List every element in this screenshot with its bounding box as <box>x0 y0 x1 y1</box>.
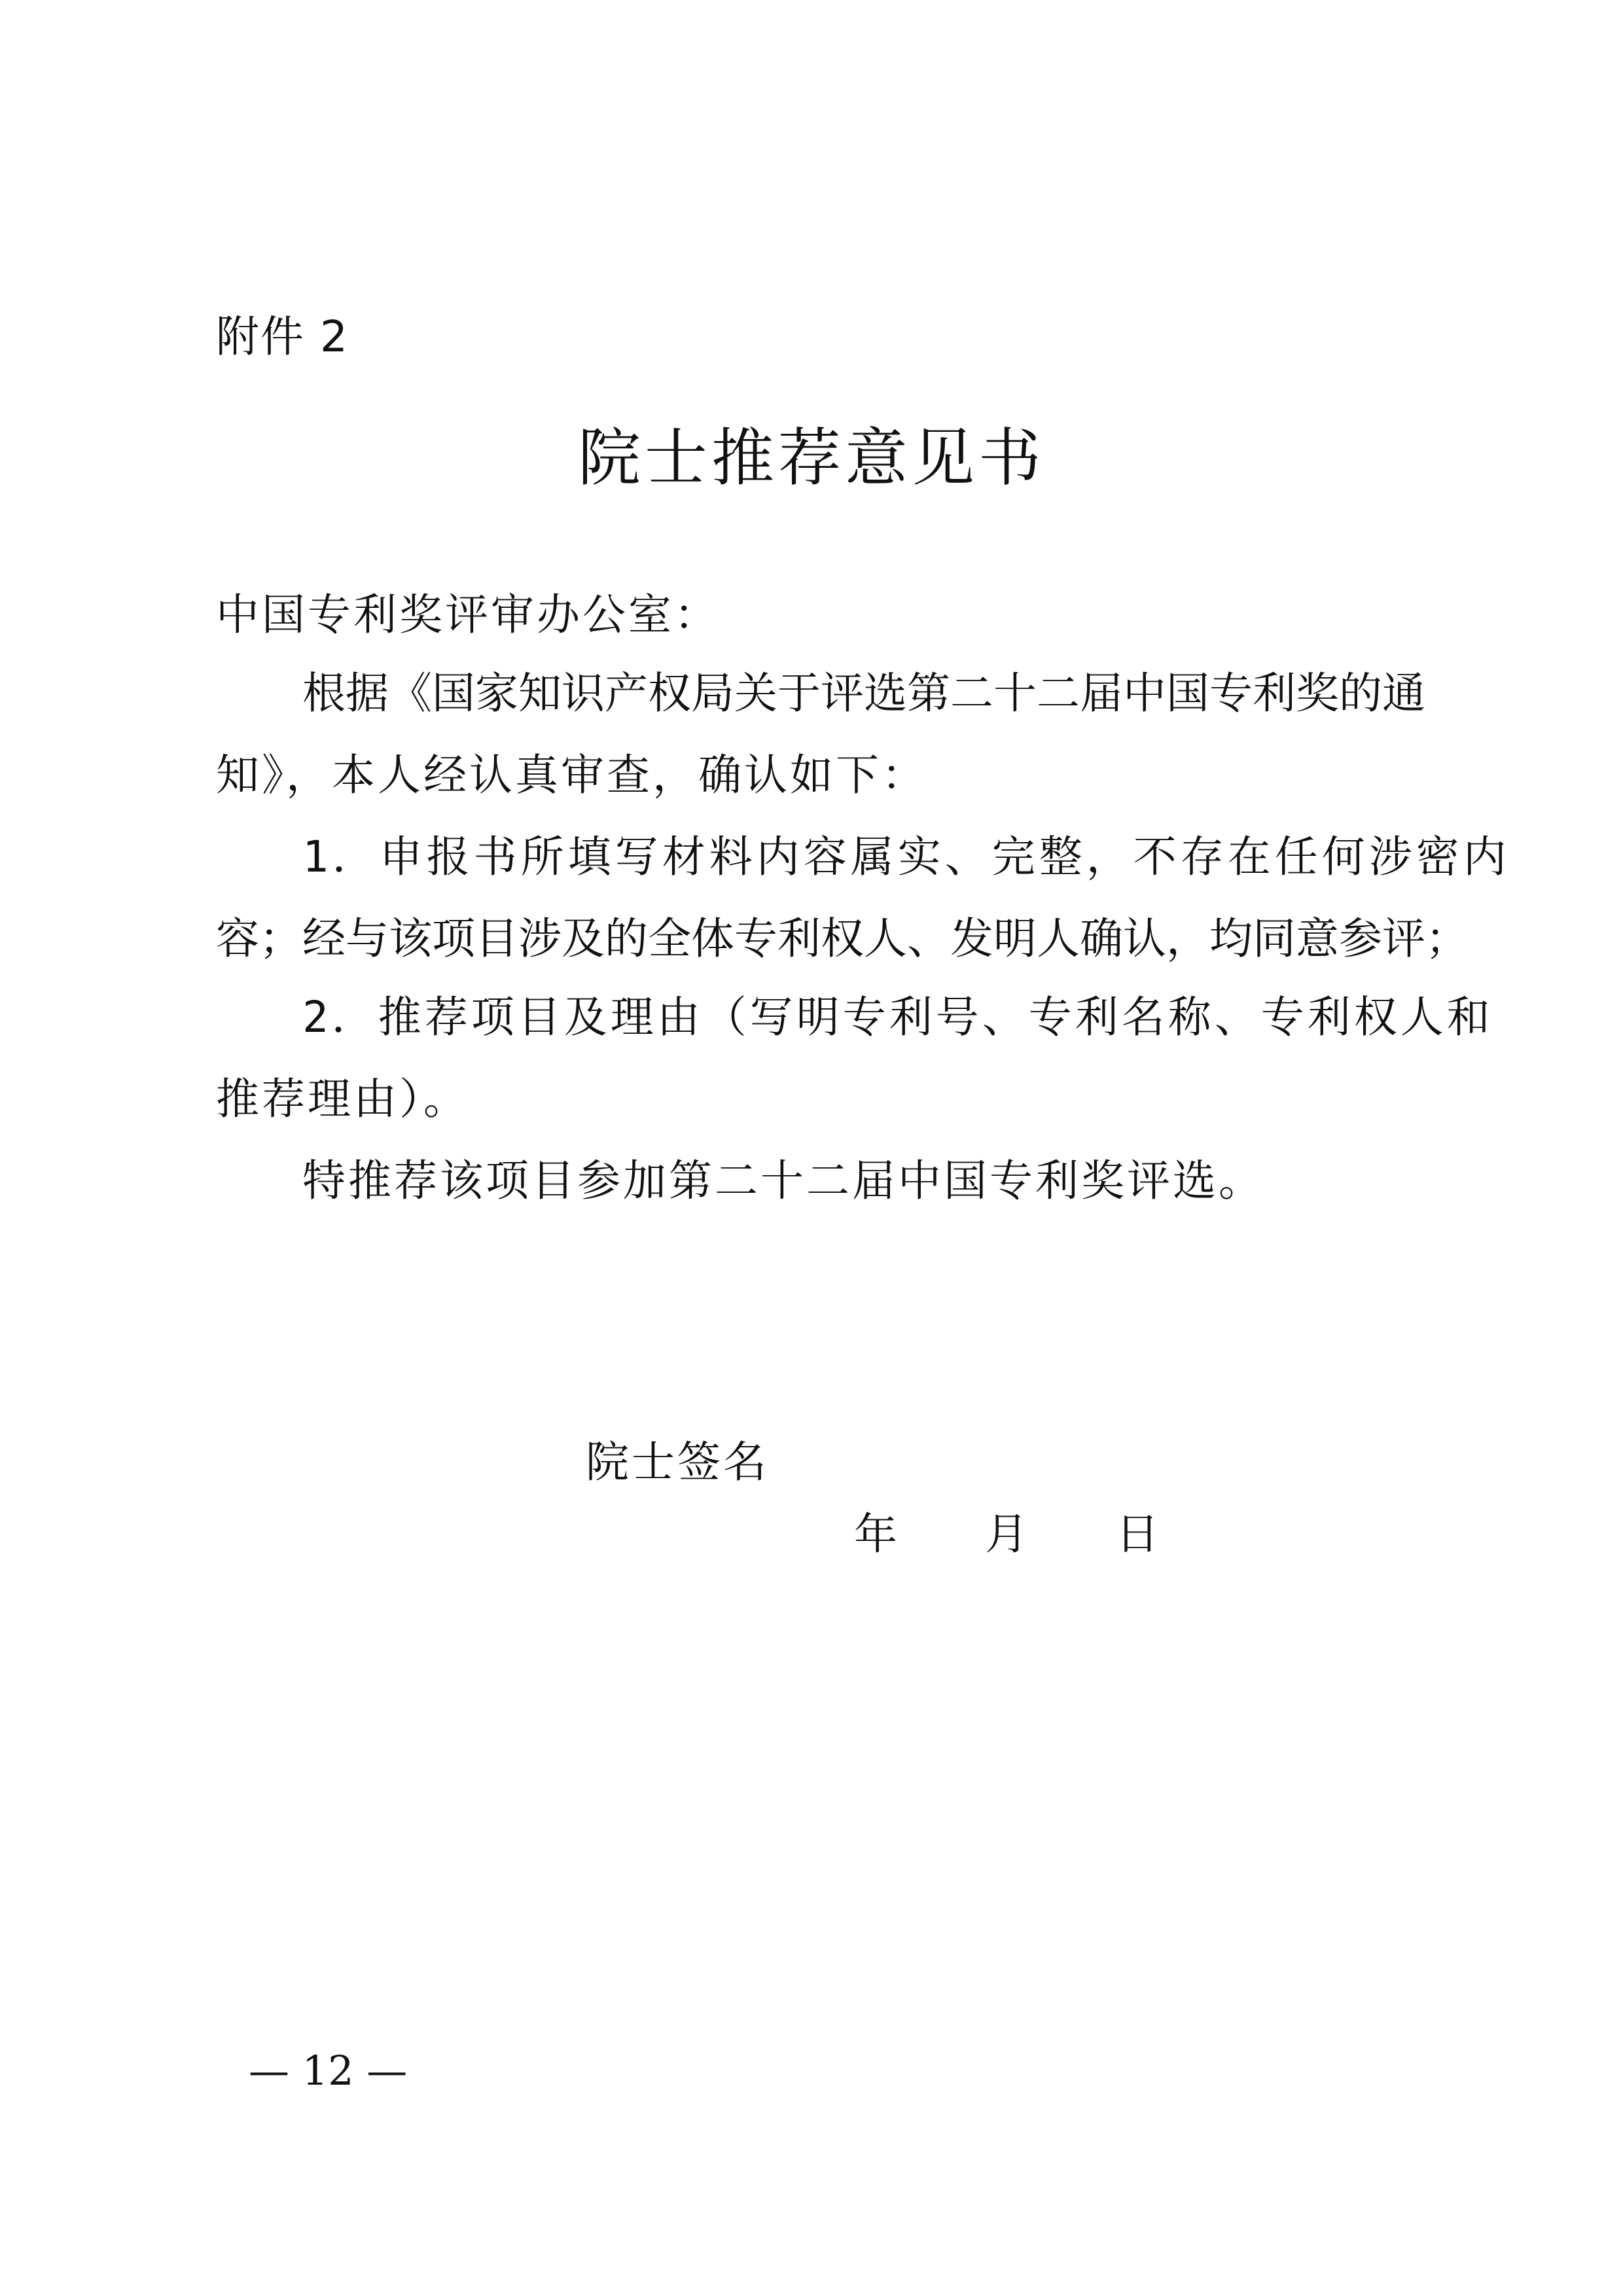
date-year-label: 年 <box>854 1509 897 1559</box>
document-title: 院士推荐意见书 <box>578 421 1045 495</box>
confirmation-item-1-line: 1．申报书所填写材料内容属实、完整，不存在任何涉密内 <box>302 832 1510 882</box>
confirmation-item-1-line: 容；经与该项目涉及的全体专利权人、发明人确认，均同意参评； <box>216 913 1469 964</box>
body-paragraph-line: 根据《国家知识产权局关于评选第二十二届中国专利奖的通 <box>302 668 1425 718</box>
date-month-label: 月 <box>985 1509 1028 1559</box>
attachment-label: 附件 2 <box>216 311 349 362</box>
date-day-label: 日 <box>1116 1509 1159 1559</box>
body-paragraph-line: 知》，本人经认真审查，确认如下： <box>216 750 927 800</box>
confirmation-item-2-line: 推荐理由）。 <box>216 1074 469 1124</box>
recommendation-statement: 特推荐该项目参加第二十二届中国专利奖评选。 <box>302 1156 1264 1206</box>
salutation-line: 中国专利奖评审办公室： <box>216 590 720 640</box>
page-number: — 12 — <box>249 2047 408 2094</box>
signature-label: 院士签名 <box>586 1437 769 1487</box>
confirmation-item-2-line: 2．推荐项目及理由（写明专利号、专利名称、专利权人和 <box>302 992 1493 1042</box>
